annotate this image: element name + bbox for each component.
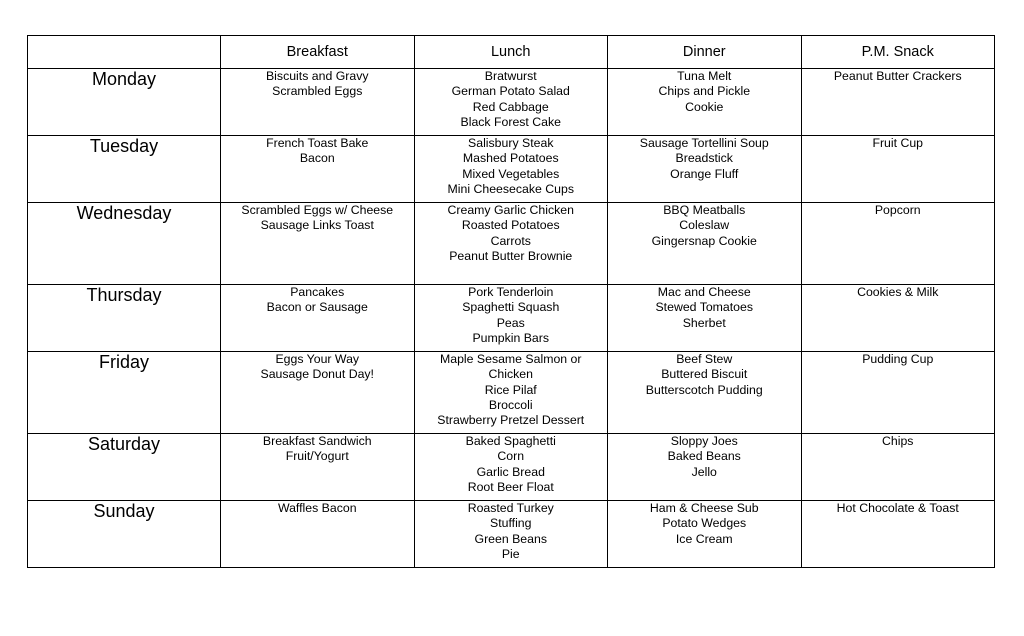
menu-item: Green Beans [474,531,547,546]
table-row-wednesday [28,203,995,285]
day-label-tuesday: Tuesday [28,136,221,203]
menu-item: Beef Stew [676,352,733,366]
menu-item: Ham & Cheese Sub [649,501,759,515]
lunch-cell-monday [414,69,608,136]
day-label-wednesday: Wednesday [28,203,221,285]
lunch-cell-friday [414,352,608,434]
snack-cell-friday [801,352,995,434]
menu-item: Coleslaw [679,218,730,233]
menu-item: Bratwurst [484,69,537,83]
menu-item: Red Cabbage [472,99,549,114]
breakfast-cell-tuesday [221,136,415,203]
table-row-saturday [28,434,995,501]
menu-item: Mixed Vegetables [462,166,560,181]
breakfast-cell-thursday [221,285,415,352]
dinner-cell-sunday [608,501,802,568]
menu-item: Pudding Cup [862,352,934,366]
snack-cell-sunday [801,501,995,568]
breakfast-cell-wednesday [221,203,415,285]
menu-item: Hot Chocolate & Toast [836,501,959,515]
menu-item: Chicken [488,367,533,382]
menu-item: Garlic Bread [476,464,545,479]
menu-item: Gingersnap Cookie [651,233,757,248]
menu-item: Tuna Melt [677,69,732,83]
menu-item: Peanut Butter Crackers [833,69,962,83]
menu-item: Breakfast Sandwich [262,434,372,448]
menu-item: Corn [497,449,525,464]
menu-item: Peas [496,315,525,330]
day-label-thursday: Thursday [28,285,221,352]
menu-item: Butterscotch Pudding [645,382,763,397]
day-label-friday: Friday [28,352,221,434]
menu-item: Strawberry Pretzel Dessert [437,413,585,428]
menu-item: Creamy Garlic Chicken [447,203,574,217]
menu-item: Chips [882,434,914,448]
menu-item: Bacon [299,151,335,166]
lunch-cell-thursday [414,285,608,352]
menu-item: Breadstick [675,151,733,166]
menu-item: Biscuits and Gravy [265,69,369,83]
weekly-meal-menu-table [27,35,995,568]
breakfast-cell-sunday [221,501,415,568]
menu-item: Scrambled Eggs [272,84,363,99]
dinner-cell-friday [608,352,802,434]
table-row-friday [28,352,995,434]
menu-item: Sausage Tortellini Soup [639,136,769,150]
menu-item: BBQ Meatballs [663,203,746,217]
menu-item: Cookie [685,99,724,114]
menu-item: Carrots [490,233,531,248]
menu-item: German Potato Salad [451,84,570,99]
table-row-thursday [28,285,995,352]
dinner-cell-wednesday [608,203,802,285]
menu-item: Root Beer Float [467,479,554,494]
dinner-cell-saturday [608,434,802,501]
menu-item: Pancakes [290,285,345,299]
menu-item: Ice Cream [675,531,733,546]
menu-item: Pork Tenderloin [468,285,554,299]
menu-item: Orange Fluff [670,166,739,181]
menu-item: Rice Pilaf [484,382,537,397]
menu-item: Black Forest Cake [460,114,561,129]
snack-cell-saturday [801,434,995,501]
menu-item: Mini Cheesecake Cups [447,181,574,196]
snack-cell-thursday [801,285,995,352]
header-pm-snack: P.M. Snack [801,36,995,69]
lunch-cell-saturday [414,434,608,501]
menu-item: Stewed Tomatoes [655,300,754,315]
breakfast-cell-saturday [221,434,415,501]
menu-item: Fruit/Yogurt [285,449,349,464]
lunch-cell-sunday [414,501,608,568]
dinner-cell-tuesday [608,136,802,203]
menu-item: Sherbet [682,315,726,330]
menu-item: Cookies & Milk [857,285,939,299]
snack-cell-tuesday [801,136,995,203]
menu-item: Mashed Potatoes [462,151,559,166]
header-lunch: Lunch [414,36,608,69]
dinner-cell-thursday [608,285,802,352]
menu-item: Baked Beans [667,449,741,464]
table-row-tuesday [28,136,995,203]
dinner-cell-monday [608,69,802,136]
menu-item: Roasted Potatoes [461,218,560,233]
menu-item: Chips and Pickle [658,84,751,99]
day-label-monday: Monday [28,69,221,136]
menu-item: Scrambled Eggs w/ Cheese [241,203,394,217]
table-row-monday [28,69,995,136]
menu-item: Sausage Donut Day! [260,367,374,382]
menu-item: Broccoli [488,397,533,412]
menu-item: Roasted Turkey [467,501,554,515]
header-day-corner [28,36,221,69]
menu-item: Stuffing [490,516,532,531]
lunch-cell-wednesday [414,203,608,285]
menu-item: Spaghetti Squash [462,300,560,315]
breakfast-cell-friday [221,352,415,434]
lunch-cell-tuesday [414,136,608,203]
menu-item: Fruit Cup [872,136,924,150]
day-label-sunday: Sunday [28,501,221,568]
menu-item: Bacon or Sausage [266,300,368,315]
snack-cell-monday [801,69,995,136]
menu-item: Potato Wedges [662,516,747,531]
menu-item: Sloppy Joes [670,434,738,448]
menu-item: Peanut Butter Brownie [449,248,573,263]
menu-item: Mac and Cheese [657,285,751,299]
menu-item: Buttered Biscuit [661,367,748,382]
menu-item: Waffles Bacon [277,501,357,515]
menu-item: Popcorn [874,203,921,217]
menu-item: Eggs Your Way [275,352,360,366]
header-dinner: Dinner [608,36,802,69]
menu-item: Maple Sesame Salmon or [440,352,582,366]
menu-item: Salisbury Steak [468,136,554,150]
menu-item: Pumpkin Bars [472,330,550,345]
header-row [28,36,995,69]
day-label-saturday: Saturday [28,434,221,501]
menu-item: Baked Spaghetti [465,434,556,448]
breakfast-cell-monday [221,69,415,136]
header-breakfast: Breakfast [221,36,415,69]
table-row-sunday [28,501,995,568]
snack-cell-wednesday [801,203,995,285]
menu-item: Jello [691,464,717,479]
menu-item: Sausage Links Toast [260,218,374,233]
menu-item: Pie [501,546,520,561]
menu-item: French Toast Bake [266,136,369,150]
